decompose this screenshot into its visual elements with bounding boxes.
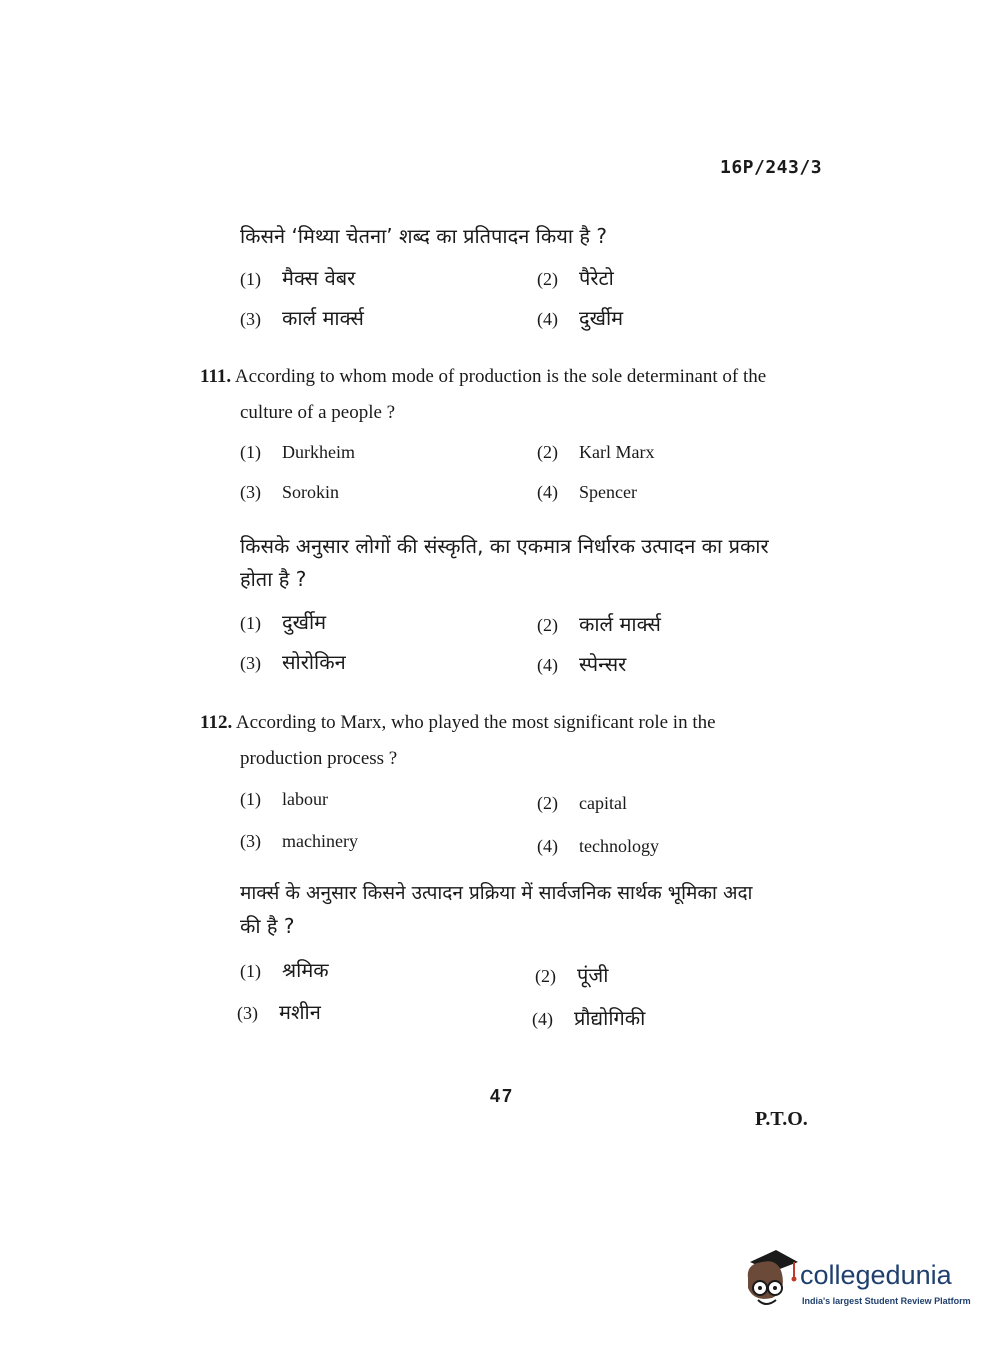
q110-hindi-question: किसने ‘मिथ्या चेतना’ शब्द का प्रतिपादन किया है ? <box>240 224 607 248</box>
option-number: (2) <box>537 269 558 289</box>
option-number: (3) <box>237 1003 258 1023</box>
option-text: पूंजी <box>577 963 609 987</box>
option-text: technology <box>579 836 659 856</box>
option-text: दुर्खीम <box>579 306 624 330</box>
option-number: (1) <box>240 789 261 809</box>
q112-hindi-option-2 <box>535 961 608 988</box>
option-number: (2) <box>537 615 558 635</box>
logo-tagline: India's largest Student Review Platform <box>802 1296 971 1306</box>
logo-brand: collegedunia <box>800 1260 952 1290</box>
paper-code: 16P/243/3 <box>720 157 823 178</box>
q111-option-2 <box>537 442 654 463</box>
option-text: Durkheim <box>282 442 355 462</box>
page-number: 47 <box>490 1086 515 1106</box>
option-number: (4) <box>537 309 558 329</box>
option-number: (3) <box>240 653 261 673</box>
option-text: स्पेन्सर <box>579 652 627 676</box>
option-text: प्रौद्योगिकी <box>574 1006 646 1030</box>
q112-question <box>200 712 716 734</box>
question-text: According to Marx, who played the most significant role in the <box>235 712 716 733</box>
q112-option-3 <box>240 831 358 852</box>
option-number: (2) <box>537 793 558 813</box>
option-text: मैक्स वेबर <box>282 266 356 290</box>
question-text: According to whom mode of production is the sole determinant of the <box>234 366 767 387</box>
q112-hindi-option-3 <box>237 998 321 1025</box>
option-text: capital <box>579 793 627 813</box>
question-number: 111. <box>200 366 232 387</box>
q112-question-continued: production process ? <box>240 748 398 769</box>
q110-option-2 <box>537 264 614 291</box>
q112-option-4 <box>537 836 659 857</box>
option-number: (2) <box>537 442 558 462</box>
option-number: (1) <box>240 269 261 289</box>
option-text: सोरोकिन <box>282 650 346 674</box>
q111-hindi-option-4 <box>537 650 626 677</box>
q112-hindi-question: मार्क्स के अनुसार किसने उत्पादन प्रक्रिया में सार्वजनिक सार्थक भूमिका अदा <box>240 882 753 904</box>
q110-option-3 <box>240 304 364 331</box>
q112-hindi-option-4 <box>532 1004 645 1031</box>
q112-hindi-option-1 <box>240 956 329 983</box>
option-number: (3) <box>240 309 261 329</box>
option-text: दुर्खीम <box>282 610 327 634</box>
q111-option-3 <box>240 482 339 503</box>
q112-option-2 <box>537 793 627 814</box>
q111-question-continued: culture of a people ? <box>240 402 396 423</box>
pto-label: P.T.O. <box>755 1108 808 1130</box>
option-text: पैरेटो <box>579 266 614 290</box>
q111-hindi-option-2 <box>537 610 661 637</box>
option-text: श्रमिक <box>282 958 329 982</box>
q111-question <box>200 366 766 388</box>
option-text: Spencer <box>579 482 637 502</box>
q111-option-4 <box>537 482 637 503</box>
option-number: (4) <box>537 655 558 675</box>
option-number: (4) <box>537 482 558 502</box>
option-text: मशीन <box>279 1000 321 1024</box>
option-text: कार्ल मार्क्स <box>282 306 364 330</box>
option-text: machinery <box>282 831 358 851</box>
q111-hindi-option-3 <box>240 648 346 675</box>
q111-hindi-question: किसके अनुसार लोगों की संस्कृति, का एकमात्र निर्धारक उत्पादन का प्रकार <box>240 534 769 558</box>
option-text: labour <box>282 789 328 809</box>
option-number: (1) <box>240 961 261 981</box>
option-number: (2) <box>535 966 556 986</box>
q112-option-1 <box>240 789 328 810</box>
option-text: Karl Marx <box>579 442 655 462</box>
collegedunia-logo <box>742 1248 972 1318</box>
option-number: (1) <box>240 442 261 462</box>
option-number: (1) <box>240 613 261 633</box>
mascot-icon <box>742 1248 798 1312</box>
option-text: Sorokin <box>282 482 340 502</box>
option-number: (4) <box>532 1009 553 1029</box>
q110-option-1 <box>240 264 355 291</box>
q112-hindi-question-continued: की है ? <box>240 914 295 938</box>
q110-option-4 <box>537 304 623 331</box>
q111-option-1 <box>240 442 355 463</box>
q111-hindi-question-continued: होता है ? <box>240 567 307 591</box>
option-text: कार्ल मार्क्स <box>579 612 661 636</box>
option-number: (3) <box>240 831 261 851</box>
q111-hindi-option-1 <box>240 608 326 635</box>
question-number: 112. <box>200 712 233 733</box>
option-number: (4) <box>537 836 558 856</box>
option-number: (3) <box>240 482 261 502</box>
